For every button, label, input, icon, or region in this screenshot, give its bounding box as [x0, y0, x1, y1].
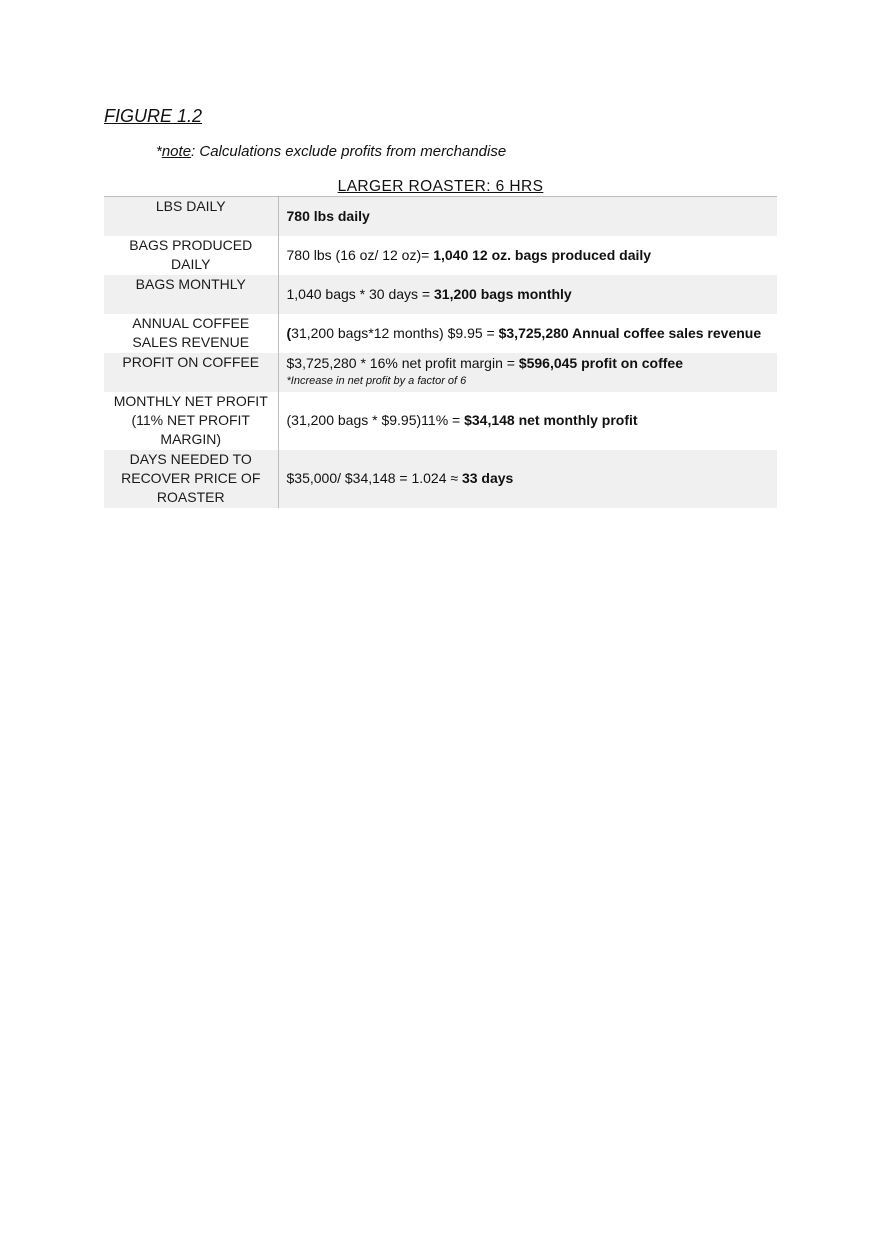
note-word: note	[161, 143, 192, 160]
value-bold: 31,200 bags monthly	[434, 285, 572, 302]
value-pre: 780 lbs (16 oz/ 12 oz)=	[286, 246, 434, 263]
row-label: MONTHLY NET PROFIT (11% NET PROFIT MARGIN)	[104, 392, 278, 450]
value-pre: 1,040 bags * 30 days =	[286, 285, 434, 302]
row-label: DAYS NEEDED TO RECOVER PRICE OF ROASTER	[104, 450, 278, 508]
table-title: LARGER ROASTER: 6 HRS	[337, 178, 544, 195]
table-row-days-needed-to-recover	[104, 450, 777, 508]
table-row-monthly-net-profit	[104, 392, 777, 450]
table-row-profit-on-coffee	[104, 353, 777, 392]
value-bold: $3,725,280 Annual coffee sales revenue	[498, 324, 762, 341]
note-text: : Calculations exclude profits from merchandise	[191, 143, 507, 160]
table-row-lbs-daily	[104, 197, 777, 236]
row-footnote: *Increase in net profit by a factor of 6	[286, 374, 467, 387]
value-bold: $596,045 profit on coffee	[518, 354, 683, 371]
note-prefix: *	[156, 143, 162, 160]
value-bold: $34,148 net monthly profit	[464, 412, 638, 428]
value-pre: $35,000/ $34,148 = 1.024 ≈	[286, 470, 462, 486]
value-lead-bold: (	[286, 324, 292, 341]
table-row-bags-produced-daily	[104, 236, 777, 275]
row-label: LBS DAILY	[104, 197, 278, 236]
row-value	[278, 236, 777, 275]
row-value	[278, 197, 777, 236]
table-row-annual-coffee-sales-revenue	[104, 314, 777, 353]
value-bold: 33 days	[461, 470, 514, 486]
figure-label: FIGURE 1.2	[104, 106, 203, 126]
row-label: BAGS PRODUCED DAILY	[104, 236, 278, 275]
row-value	[278, 314, 777, 353]
row-value	[278, 275, 777, 314]
value-pre: 31,200 bags*12 months) $9.95 =	[291, 324, 499, 341]
row-label: ANNUAL COFFEE SALES REVENUE	[104, 314, 278, 353]
value-bold: 1,040 12 oz. bags produced daily	[433, 246, 652, 263]
row-value	[278, 392, 777, 450]
row-label: PROFIT ON COFFEE	[104, 353, 278, 392]
note	[156, 143, 506, 160]
row-label: BAGS MONTHLY	[104, 275, 278, 314]
value-pre: (31,200 bags * $9.95)11% =	[286, 412, 465, 428]
table-row-bags-monthly	[104, 275, 777, 314]
value-bold: 780 lbs daily	[286, 208, 370, 224]
row-value	[278, 450, 777, 508]
row-value	[278, 353, 777, 392]
value-pre: $3,725,280 * 16% net profit margin =	[286, 354, 519, 371]
calculation-table	[104, 196, 777, 508]
